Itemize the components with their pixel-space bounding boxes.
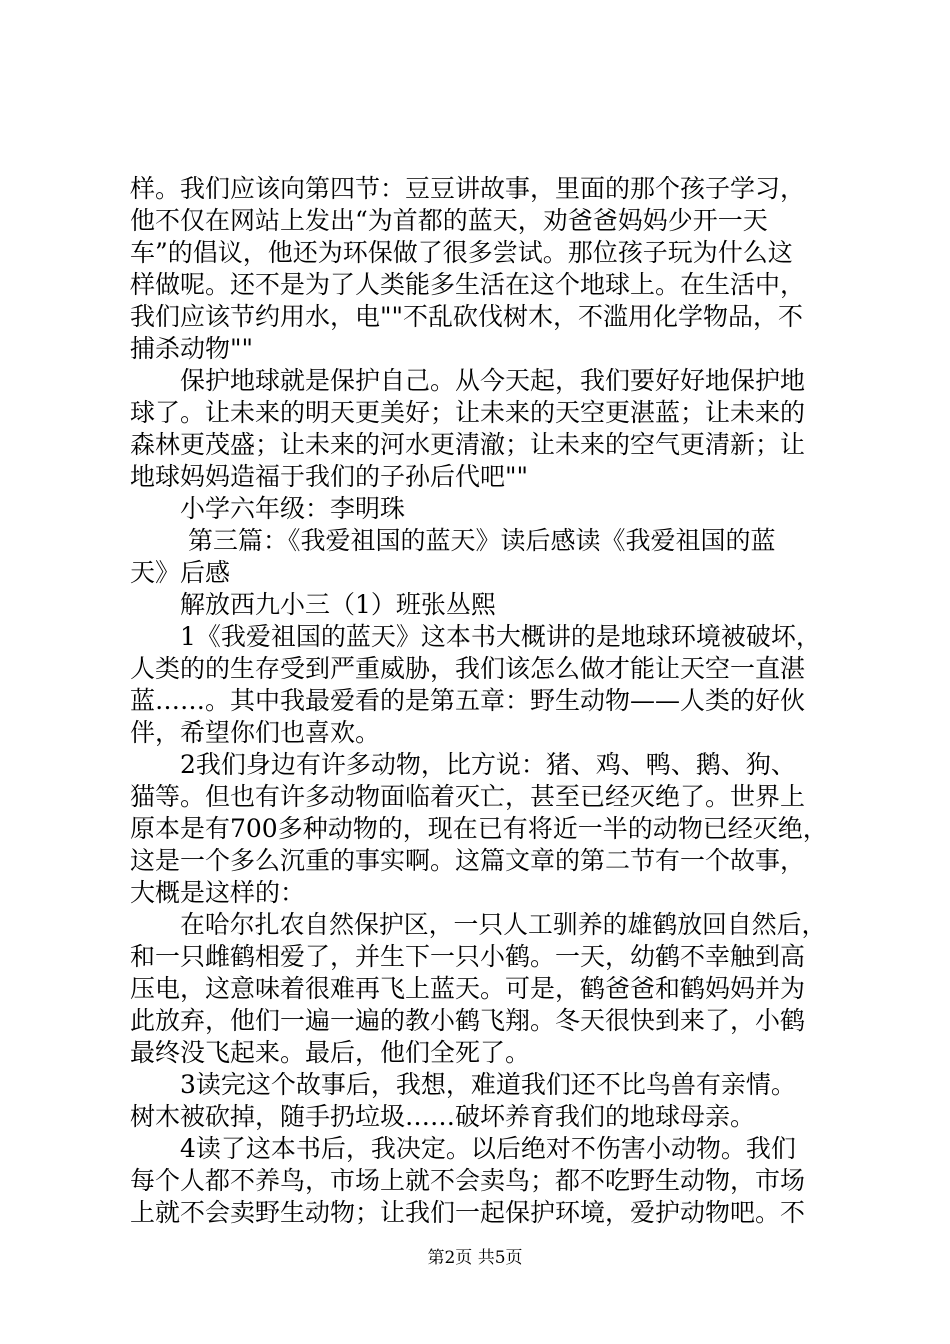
text-line: 大概是这样的： (130, 878, 306, 907)
text-line: 3读完这个故事后，我想，难道我们还不比鸟兽有亲情。 (180, 1070, 796, 1099)
text-line: 样。我们应该向第四节：豆豆讲故事，里面的那个孩子学习， (130, 174, 806, 203)
text-line: 解放西九小三（1）班张丛熙 (180, 590, 496, 619)
text-line: 这是一个多么沉重的事实啊。这篇文章的第二节有一个故事， (130, 846, 806, 875)
text-line: 原本是有700多种动物的，现在已有将近一半的动物已经灭绝， (130, 814, 828, 843)
page-footer: 第2页 共5页 (427, 1248, 523, 1268)
text-line: 他不仅在网站上发出“为首都的蓝天，劝爸爸妈妈少开一天 (130, 206, 768, 235)
text-line: 保护地球就是保护自己。从今天起，我们要好好地保护地 (180, 366, 806, 395)
text-line: 蓝……。其中我最爱看的是第五章：野生动物——人类的好伙 (130, 686, 806, 715)
text-line: 小学六年级：李明珠 (180, 494, 406, 523)
text-line: 猫等。但也有许多动物面临着灭亡，甚至已经灭绝了。世界上 (130, 782, 806, 811)
text-line: 地球妈妈造福于我们的子孙后代吧"" (130, 462, 528, 491)
text-line: 和一只雌鹤相爱了，并生下一只小鹤。一天，幼鹤不幸触到高 (130, 942, 806, 971)
text-line: 每个人都不养鸟，市场上就不会卖鸟；都不吃野生动物，市场 (130, 1166, 806, 1195)
text-line: 压电，这意味着很难再飞上蓝天。可是，鹤爸爸和鹤妈妈并为 (130, 974, 806, 1003)
text-line: 我们应该节约用水，电""不乱砍伐树木，不滥用化学物品，不 (130, 302, 804, 331)
text-line: 天》后感 (130, 558, 231, 587)
text-line: 车”的倡议，他还为环保做了很多尝试。那位孩子玩为什么这 (130, 238, 793, 267)
text-line: 捕杀动物"" (130, 334, 253, 363)
text-line: 森林更茂盛；让未来的河水更清澈；让未来的空气更清新；让 (130, 430, 806, 459)
document-body (130, 173, 830, 1229)
text-line: 第三篇：《我爱祖国的蓝天》读后感读《我爱祖国的蓝 (188, 526, 776, 555)
text-line: 样做呢。还不是为了人类能多生活在这个地球上。在生活中， (130, 270, 806, 299)
text-line: 在哈尔扎农自然保护区，一只人工驯养的雄鹤放回自然后， (180, 910, 827, 939)
text-line: 人类的的生存受到严重威胁，我们该怎么做才能让天空一直湛 (130, 654, 806, 683)
text-line: 2我们身边有许多动物，比方说：猪、鸡、鸭、鹅、狗、 (180, 750, 796, 779)
text-line: 此放弃，他们一遍一遍的教小鹤飞翔。冬天很快到来了，小鹤 (130, 1006, 806, 1035)
text-line: 树木被砍掉，随手扔垃圾……破坏养育我们的地球母亲。 (130, 1102, 756, 1131)
text-line: 上就不会卖野生动物；让我们一起保护环境，爱护动物吧。不 (130, 1198, 806, 1227)
text-line: 4读了这本书后，我决定。以后绝对不伤害小动物。我们 (180, 1134, 796, 1163)
text-line: 球了。让未来的明天更美好；让未来的天空更湛蓝；让未来的 (130, 398, 806, 427)
text-line: 1《我爱祖国的蓝天》这本书大概讲的是地球环境被破坏， (180, 622, 821, 651)
text-line: 最终没飞起来。最后，他们全死了。 (130, 1038, 531, 1067)
text-line: 伴，希望你们也喜欢。 (130, 718, 381, 747)
